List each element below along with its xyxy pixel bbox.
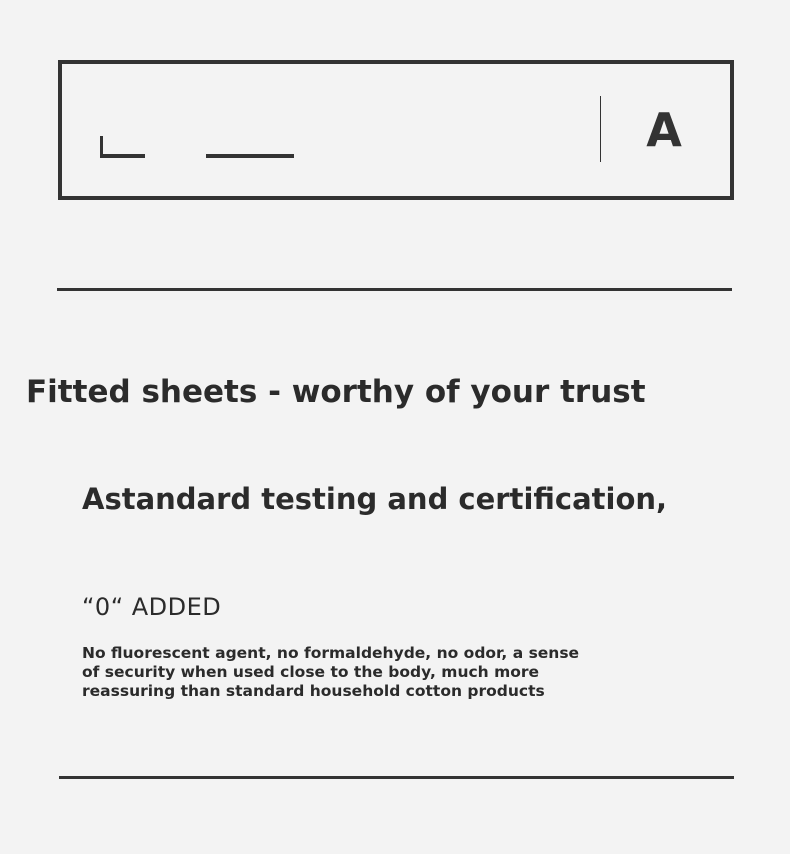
grade-box xyxy=(58,60,734,200)
description xyxy=(82,644,602,701)
added-label: “0“ ADDED xyxy=(82,593,222,621)
subheadline: Astandard testing and certification, xyxy=(82,482,668,516)
dash-mark xyxy=(206,154,294,158)
headline: Fitted sheets - worthy of your trust xyxy=(26,374,646,410)
description-line: No fluorescent agent, no formaldehyde, no odor, a sense xyxy=(82,644,580,662)
grade-letter: A xyxy=(646,103,682,157)
description-line: of security when used close to the body, much more xyxy=(82,663,540,681)
top-divider xyxy=(57,288,732,291)
vertical-divider xyxy=(600,96,601,162)
bottom-divider xyxy=(59,776,734,779)
description-line: reassuring than standard household cotton products xyxy=(82,682,545,700)
corner-bracket-mark xyxy=(100,136,145,158)
